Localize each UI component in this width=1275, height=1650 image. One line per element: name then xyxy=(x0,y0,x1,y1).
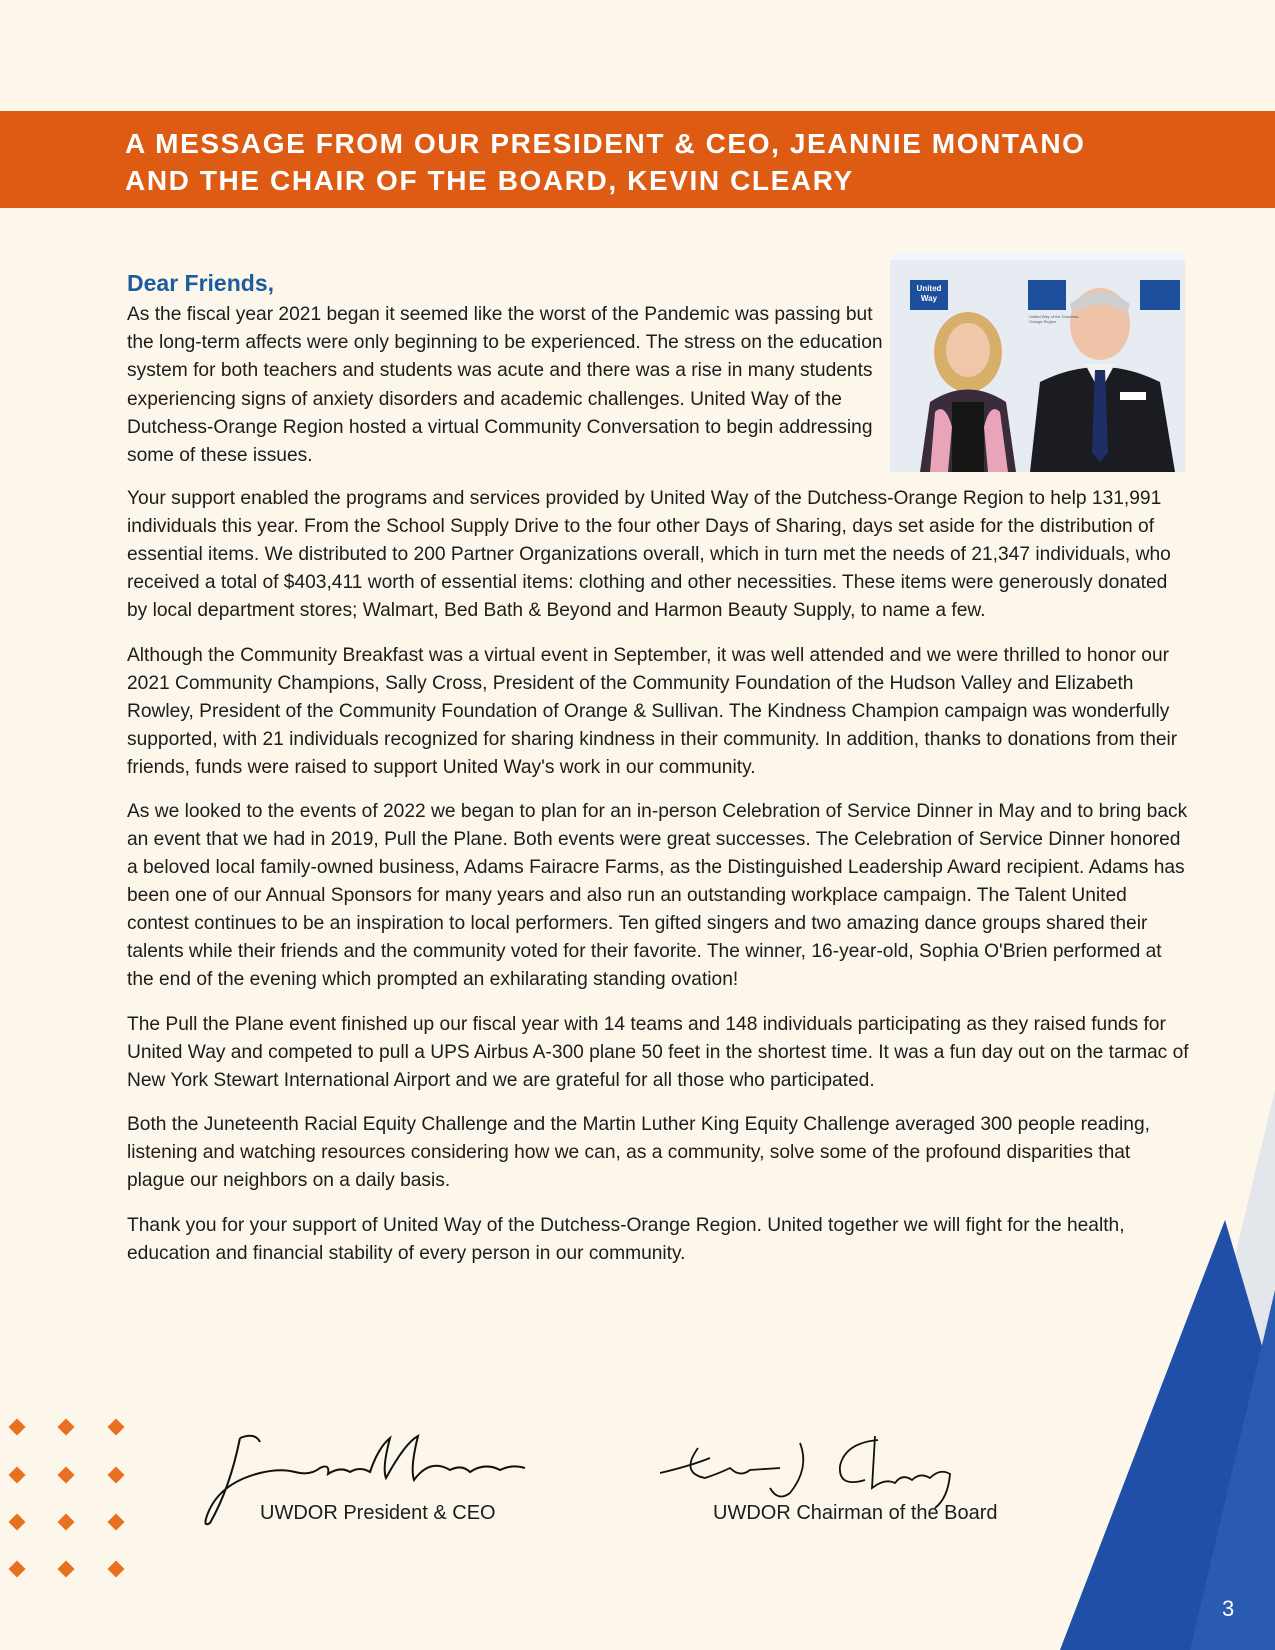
photo-sign-text: United Way xyxy=(916,284,942,303)
photo-sign-subtext: United Way of the Dutchess-Orange Region xyxy=(1029,314,1080,324)
chair-title: UWDOR Chairman of the Board xyxy=(713,1502,998,1524)
title-line-1: A MESSAGE FROM OUR PRESIDENT & CEO, JEANNIE MONTANO xyxy=(125,128,1086,159)
intro-paragraph: As the fiscal year 2021 began it seemed like the worst of the Pandemic was passing but the long-term affects were only beginning to be experienced. The stress on the education system for both teachers and students was acute and there was a rise in many students experiencing signs of anxiety disorders and academic challenges. United Way of the Dutchess-Orange Region hosted a virtual Community Conversation to begin addressing some of these issues. xyxy=(127,304,883,467)
president-title: UWDOR President & CEO xyxy=(260,1502,496,1524)
president-signature-text: Jeannie Montano xyxy=(340,1442,427,1453)
paragraph-equity-challenges: Both the Juneteenth Racial Equity Challenge and the Martin Luther King Equity Challenge averaged 300 people reading, listening and watching resources considering how we can, as a community, solve some of the profound disparities that plague our neighbors on a daily basis. xyxy=(127,1114,1150,1191)
decorative-blue-triangles xyxy=(1040,1090,1275,1650)
paragraph-thank-you: Thank you for your support of United Way of the Dutchess-Orange Region. United together we will fight for the health, education and financial stability of every person in our community. xyxy=(127,1214,1125,1264)
paragraph-breakfast: Although the Community Breakfast was a virtual event in September, it was well attended and we were thrilled to honor our 2021 Community Champions, Sally Cross, President of the Community Foundation of the Hudson Valley and Elizabeth Rowley, President of the Community Foundation of Orange & Sullivan. The Kindness Champion campaign was wonderfully supported, with 21 individuals recognized for sharing kindness in their community. In addition, thanks to donations from their friends, funds were raised to support United Way's work in our community. xyxy=(127,644,1178,778)
page-title xyxy=(125,125,1225,199)
letter-body xyxy=(127,485,1189,1284)
paragraph-pull-the-plane: The Pull the Plane event finished up our fiscal year with 14 teams and 148 individuals participating as they raised funds for United Way and competed to pull a UPS Airbus A-300 plane 50 feet in the shortest time. It was a fun day out on the tarmac of New York Stewart International Airport and we are grateful for all those who participated. xyxy=(127,1013,1189,1091)
paragraph-events-2022: As we looked to the events of 2022 we began to plan for an in-person Celebration of Service Dinner in May and to bring back an event that we had in 2019, Pull the Plane. Both events were great successes. The Celebration of Service Dinner honored a beloved local family-owned business, Adams Fairacre Farms, as the Distinguished Leadership Award recipient. Adams has been one of our Annual Sponsors for many years and also run an outstanding workplace campaign. The Talent United contest continues to be an inspiration to local performers. Ten gifted singers and two amazing dance groups shared their talents while their friends and the community voted for their favorite. The winner, 16-year-old, Sophia O'Brien performed at the end of the evening which prompted an exhilarating standing ovation! xyxy=(127,801,1188,990)
chair-signature-text: Ken J Cleary xyxy=(800,1442,864,1453)
title-line-2: AND THE CHAIR OF THE BOARD, KEVIN CLEARY xyxy=(125,165,854,196)
salutation: Dear Friends, xyxy=(127,270,274,296)
header-banner xyxy=(0,111,1275,208)
decorative-diamond-dots xyxy=(8,1418,128,1578)
leaders-photo xyxy=(890,252,1185,472)
paragraph-support: Your support enabled the programs and services provided by United Way of the Dutchess-Orange Region to help 131,991 individuals this year. From the School Supply Drive to the four other Days of Sharing, days set aside for the distribution of essential items. We distributed to 200 Partner Organizations overall, which in turn met the needs of 21,347 individuals, who received a total of $403,411 worth of essential items: clothing and other necessities. These items were generously donated by local department stores; Walmart, Bed Bath & Beyond and Harmon Beauty Supply, to name a few. xyxy=(127,488,1171,621)
page-number: 3 xyxy=(1222,1596,1235,1621)
